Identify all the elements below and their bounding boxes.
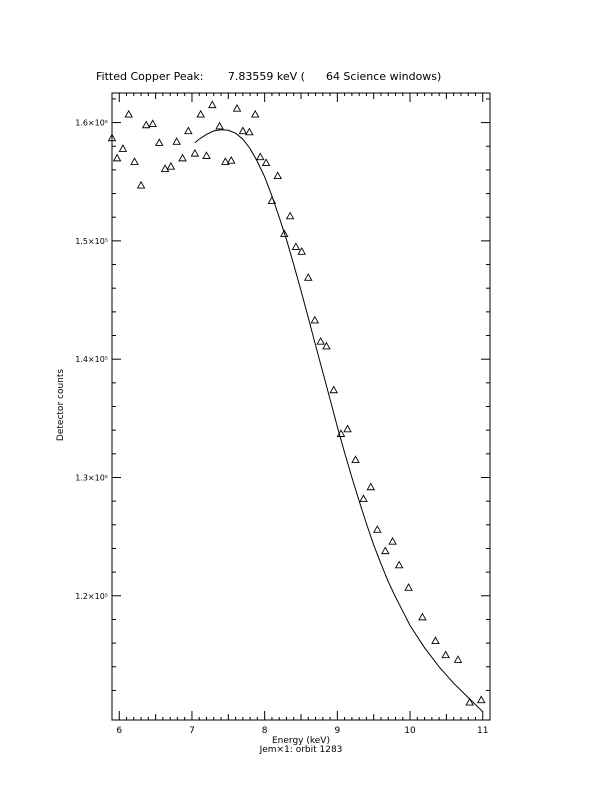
data-point [478,696,485,702]
y-axis-label: Detector counts [56,368,66,442]
data-point [330,386,337,392]
data-point [252,111,259,117]
data-point [179,155,186,161]
x-tick-label: 8 [261,726,268,736]
y-tick-label: 1.4×10⁵ [75,355,108,365]
data-point [396,562,403,568]
x-tick-label: 10 [404,726,416,736]
data-point [455,656,462,662]
data-point [292,243,299,249]
data-point [131,158,138,164]
data-point [317,338,324,344]
y-tick-label: 1.5×10⁵ [75,236,108,246]
fit-curve [195,130,483,712]
plot-frame [112,93,490,720]
data-point [274,172,281,178]
data-point [344,425,351,431]
data-point [419,614,426,620]
data-point [263,159,270,165]
data-point [216,123,223,129]
data-point [203,152,210,158]
data-point [119,145,126,151]
data-point [311,317,318,323]
data-point [149,120,156,126]
data-point [442,651,449,657]
data-point [257,153,264,159]
y-tick-label: 1.3×10⁵ [75,473,108,483]
x-tick-label: 7 [189,726,195,736]
data-point [185,127,192,133]
data-point [405,584,412,590]
data-point [305,274,312,280]
data-point [228,157,235,163]
axes [75,93,490,736]
x-tick-label: 6 [116,726,123,736]
data-point [125,111,132,117]
x-tick-label: 9 [334,726,341,736]
data-point [209,101,216,107]
y-tick-label: 1.6×10⁵ [75,118,108,128]
data-point [156,139,163,145]
data-point [432,637,439,643]
data-point [367,483,374,489]
data-point [287,213,294,219]
x-tick-label: 11 [477,726,489,736]
y-tick-label: 1.2×10⁵ [75,591,108,601]
data-point [239,127,246,133]
data-point [382,547,389,553]
data-point [374,526,381,532]
chart-subtitle: Jem×1: orbit 1283 [259,745,343,755]
data-point [389,538,396,544]
chart-title: Fitted Copper Peak: 7.83559 keV ( 64 Science windows) [96,70,442,83]
data-point [360,495,367,501]
data-point [191,150,198,156]
data-point [197,111,204,117]
data-point [167,163,174,169]
data-point [173,138,180,144]
data-point [352,456,359,462]
data-point [138,182,145,188]
data-point [234,105,241,111]
data-points [109,101,485,705]
x-axis-label: Energy (keV) [272,736,330,746]
data-point [114,155,121,161]
